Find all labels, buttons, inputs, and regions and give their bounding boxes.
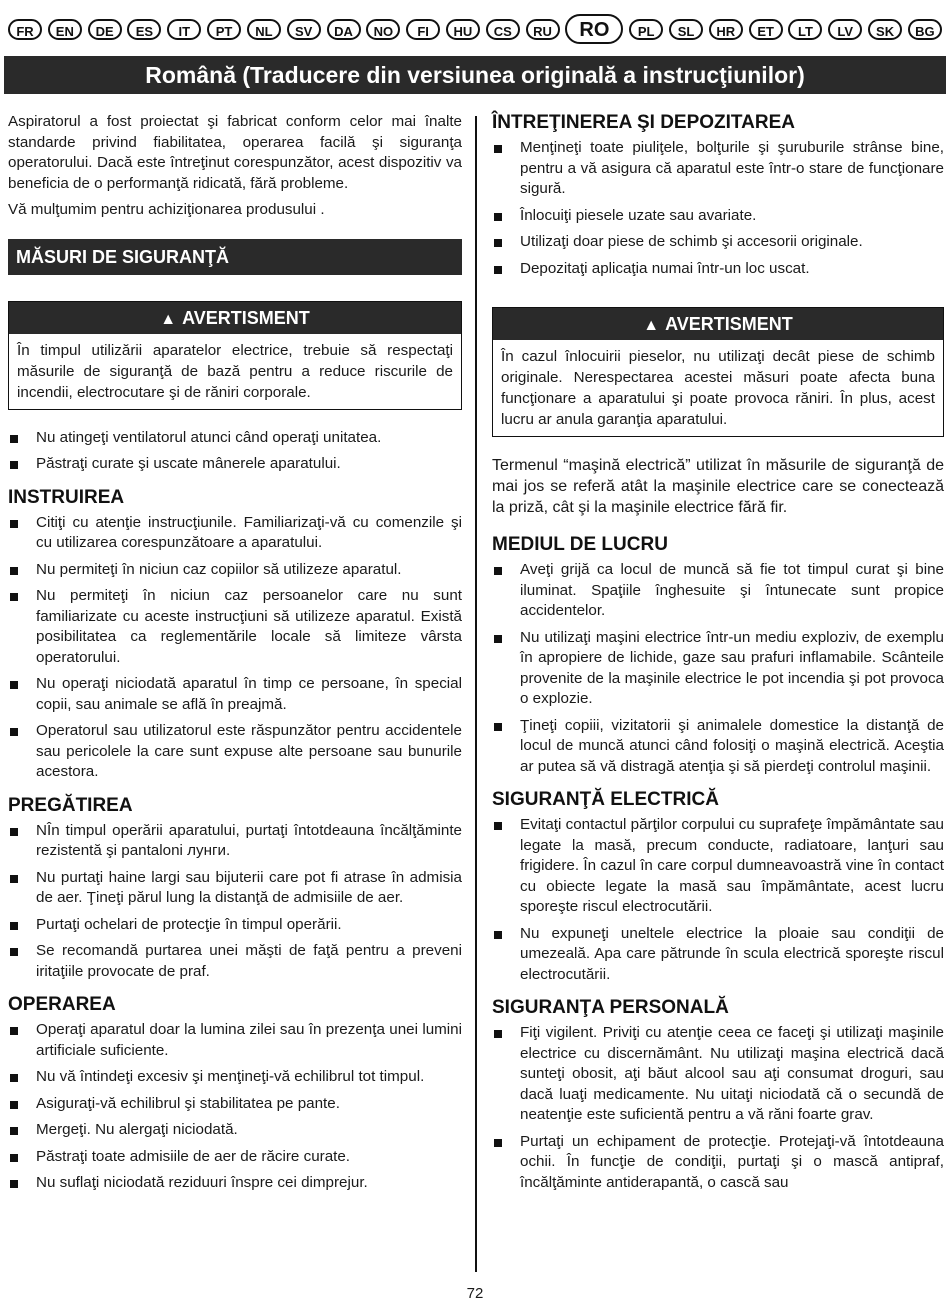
- pregatirea-list: [8, 821, 462, 983]
- list-item: Mergeţi. Nu alergaţi niciodată.: [8, 1120, 462, 1141]
- language-tab-fr[interactable]: FR: [8, 19, 42, 40]
- list-item: Nu purtaţi haine largi sau bijuterii care pot fi atrase în admisia de aer. Ţineţi părul lung la distanţă de admisiile de aer.: [8, 868, 462, 909]
- language-tab-hr[interactable]: HR: [709, 19, 743, 40]
- general-list: [8, 428, 462, 475]
- section-heading-electrica: SIGURANŢĂ ELECTRICĂ: [492, 789, 719, 810]
- page-number: 72: [466, 1285, 484, 1302]
- list-item: Fiţi vigilent. Priviţi cu atenţie ceea ce faceţi şi utilizaţi maşinile electrice cu discernământ. Nu utilizaţi maşina electrică dacă sunteţi obosit, aţi băut alcool sau aţi consumat droguri, sau dacă luaţi medicamente. Nu uitaţi niciodată că o secundă de neatenţie este suficientă pentru a vă răni foarte grav.: [492, 1023, 944, 1126]
- section-heading-personala: SIGURANŢA PERSONALĂ: [492, 997, 729, 1018]
- term-note: Termenul “maşină electrică” utilizat în măsurile de siguranţă de mai jos se referă atât la maşinile electrice care se conectează la priză, cât şi la maşinile electrice fără fir.: [492, 457, 944, 516]
- intro-paragraph: Aspiratorul a fost proiectat şi fabricat conform celor mai înalte standarde privind fiabilitatea, operarea facilă şi siguranţa operatorului. Dacă este întreţinut corespunzător, acest dispozitiv va beneficia de o performanţă ridicată, fără probleme.: [8, 113, 462, 192]
- language-tab-cs[interactable]: CS: [486, 19, 520, 40]
- section-heading-pregatirea: PREGĂTIREA: [8, 794, 133, 816]
- warning-box: [8, 301, 462, 410]
- intro-thanks: Vă mulţumim pentru achiziţionarea produsului .: [8, 201, 325, 218]
- warning-triangle-icon: ▲: [643, 317, 660, 334]
- language-tab-sv[interactable]: SV: [287, 19, 321, 40]
- language-tab-pt[interactable]: PT: [207, 19, 241, 40]
- warning-title: AVERTISMENT: [665, 314, 793, 334]
- personala-list: [492, 1023, 944, 1193]
- list-item: Menţineţi toate piuliţele, bolţurile şi şuruburile strânse bine, pentru a vă asigura că aparatul este într-o stare de funcţionare sigură.: [492, 138, 944, 200]
- list-item: Nu vă întindeţi excesiv şi menţineţi-vă echilibrul tot timpul.: [8, 1067, 462, 1088]
- section-heading-mediul: MEDIUL DE LUCRU: [492, 534, 668, 555]
- language-tab-da[interactable]: DA: [327, 19, 361, 40]
- list-item: Purtaţi ochelari de protecţie în timpul operării.: [8, 915, 462, 936]
- language-tab-lv[interactable]: LV: [828, 19, 862, 40]
- section-heading-operarea: OPERAREA: [8, 994, 116, 1015]
- language-tab-lt[interactable]: LT: [788, 19, 822, 40]
- warning-header: [493, 308, 943, 340]
- language-tab-sk[interactable]: SK: [868, 19, 902, 40]
- left-column: [8, 112, 462, 1200]
- intretinerea-list: [492, 138, 944, 279]
- list-item: Nu expuneţi uneltele electrice la ploaie sau condiţii de umezeală. Apa care pătrunde în scula electrică sporeşte riscul electrocutării.: [492, 924, 944, 986]
- list-item: Păstraţi toate admisiile de aer de răcire curate.: [8, 1147, 462, 1168]
- operarea-list: [8, 1020, 462, 1194]
- safety-section-title: MĂSURI DE SIGURANŢĂ: [8, 239, 462, 275]
- language-tab-bg[interactable]: BG: [908, 19, 942, 40]
- language-tab-pl[interactable]: PL: [629, 19, 663, 40]
- language-tab-en[interactable]: EN: [48, 19, 82, 40]
- warning-text: În timpul utilizării aparatelor electrice, trebuie să respectaţi măsurile de siguranţă de bază pentru a reduce riscurile de incendii, electrocutare şi de răniri corporale.: [17, 341, 453, 401]
- list-item: Nu utilizaţi maşini electrice într-un mediu exploziv, de exemplu în apropiere de lichide, gaze sau prafuri inflamabile. Scânteile provenite de la maşinile electrice le pot incendia şi pot provoca o explozie.: [492, 628, 944, 710]
- warning-box: [492, 307, 944, 437]
- language-tab-sl[interactable]: SL: [669, 19, 703, 40]
- language-tab-it[interactable]: IT: [167, 19, 201, 40]
- list-item: Aveţi grijă ca locul de muncă să fie tot timpul curat şi bine iluminat. Spaţiile înghesuite şi întunecate sunt propice accidentelor.: [492, 560, 944, 622]
- list-item: Păstraţi curate şi uscate mânerele aparatului.: [8, 454, 462, 475]
- list-item: Nu permiteţi în niciun caz copiilor să utilizeze aparatul.: [8, 560, 462, 581]
- language-tab-ru[interactable]: RU: [526, 19, 560, 40]
- mediul-list: [492, 560, 944, 777]
- list-item: Operatorul sau utilizatorul este răspunzător pentru accidentele sau pericolele la care sunt expuse alte persoane sau bunurile acestora.: [8, 721, 462, 783]
- section-heading-instruirea: INSTRUIREA: [8, 486, 125, 508]
- list-item: NÎn timpul operării aparatului, purtaţi întotdeauna încălţăminte rezistentă şi pantaloni лунги.: [8, 821, 462, 862]
- list-item: Operaţi aparatul doar la lumina zilei sau în prezenţa unei lumini artificiale suficiente.: [8, 1020, 462, 1061]
- language-tab-et[interactable]: ET: [749, 19, 783, 40]
- warning-triangle-icon: ▲: [160, 310, 177, 328]
- warning-header: [9, 302, 461, 334]
- language-tab-fi[interactable]: FI: [406, 19, 440, 40]
- warning-text: În cazul înlocuirii pieselor, nu utilizaţi decât piese de schimb originale. Nerespectarea acestei măsuri poate afecta buna funcţionare a aparatului şi poate provoca răniri. În plus, acest lucru ar anula garanţia aparatului.: [501, 348, 935, 428]
- right-column: [492, 112, 944, 1199]
- electrica-list: [492, 815, 944, 985]
- language-tab-hu[interactable]: HU: [446, 19, 480, 40]
- language-tab-ro[interactable]: RO: [565, 14, 623, 44]
- list-item: Asiguraţi-vă echilibrul şi stabilitatea pe pante.: [8, 1094, 462, 1115]
- list-item: Utilizaţi doar piese de schimb şi accesorii originale.: [492, 232, 944, 253]
- list-item: Evitaţi contactul părţilor corpului cu suprafeţe împământate sau legate la masă, precum conducte, radiatoare, lanţuri sau frigidere. În cazul în care corpul dumneavoastră vine în contact cu obiecte legate la masă sau împământate, acest lucru sporeşte riscul electrocutării.: [492, 815, 944, 918]
- list-item: Nu operaţi niciodată aparatul în timp ce persoane, în special copii, sau animale se află în preajmă.: [8, 674, 462, 715]
- column-divider: [475, 116, 477, 1272]
- list-item: Înlocuiţi piesele uzate sau avariate.: [492, 206, 944, 227]
- section-heading-intretinerea: ÎNTREŢINEREA ŞI DEPOZITAREA: [492, 112, 795, 133]
- language-tab-nl[interactable]: NL: [247, 19, 281, 40]
- language-tab-es[interactable]: ES: [127, 19, 161, 40]
- list-item: Nu atingeţi ventilatorul atunci când operaţi unitatea.: [8, 428, 462, 449]
- list-item: Nu permiteţi în niciun caz persoanelor care nu sunt familiarizate cu aceste instrucţiuni să utilizeze aparatul. Există posibilitatea ca reglementările locale să limiteze vârsta operatorului.: [8, 586, 462, 668]
- list-item: Ţineţi copiii, vizitatorii şi animalele domestice la distanţă de locul de muncă atunci când folosiţi o maşină electrică. Aceştia ar putea să vă distragă atenţia şi să pierdeţi controlul maşinii.: [492, 716, 944, 778]
- instruirea-list: [8, 513, 462, 783]
- list-item: Se recomandă purtarea unei măşti de faţă pentru a preveni iritaţiile provocate de praf.: [8, 941, 462, 982]
- list-item: Purtaţi un echipament de protecţie. Protejaţi-vă întotdeauna ochii. În funcţie de condiţii, purtaţi şi o mască antipraf, încălţăminte antiderapantă, o cască sau: [492, 1132, 944, 1194]
- list-item: Nu suflaţi niciodată reziduuri înspre cei dimprejur.: [8, 1173, 462, 1194]
- list-item: Depozitaţi aplicaţia numai într-un loc uscat.: [492, 259, 944, 280]
- page-title: Română (Traducere din versiunea originală a instrucţiunilor): [4, 56, 946, 94]
- language-tab-no[interactable]: NO: [366, 19, 400, 40]
- list-item: Citiţi cu atenţie instrucţiunile. Familiarizaţi-vă cu comenzile şi cu utilizarea corespunzătoare a aparatului.: [8, 513, 462, 554]
- warning-title: AVERTISMENT: [182, 307, 310, 328]
- language-tab-de[interactable]: DE: [88, 19, 122, 40]
- language-bar: [8, 14, 942, 44]
